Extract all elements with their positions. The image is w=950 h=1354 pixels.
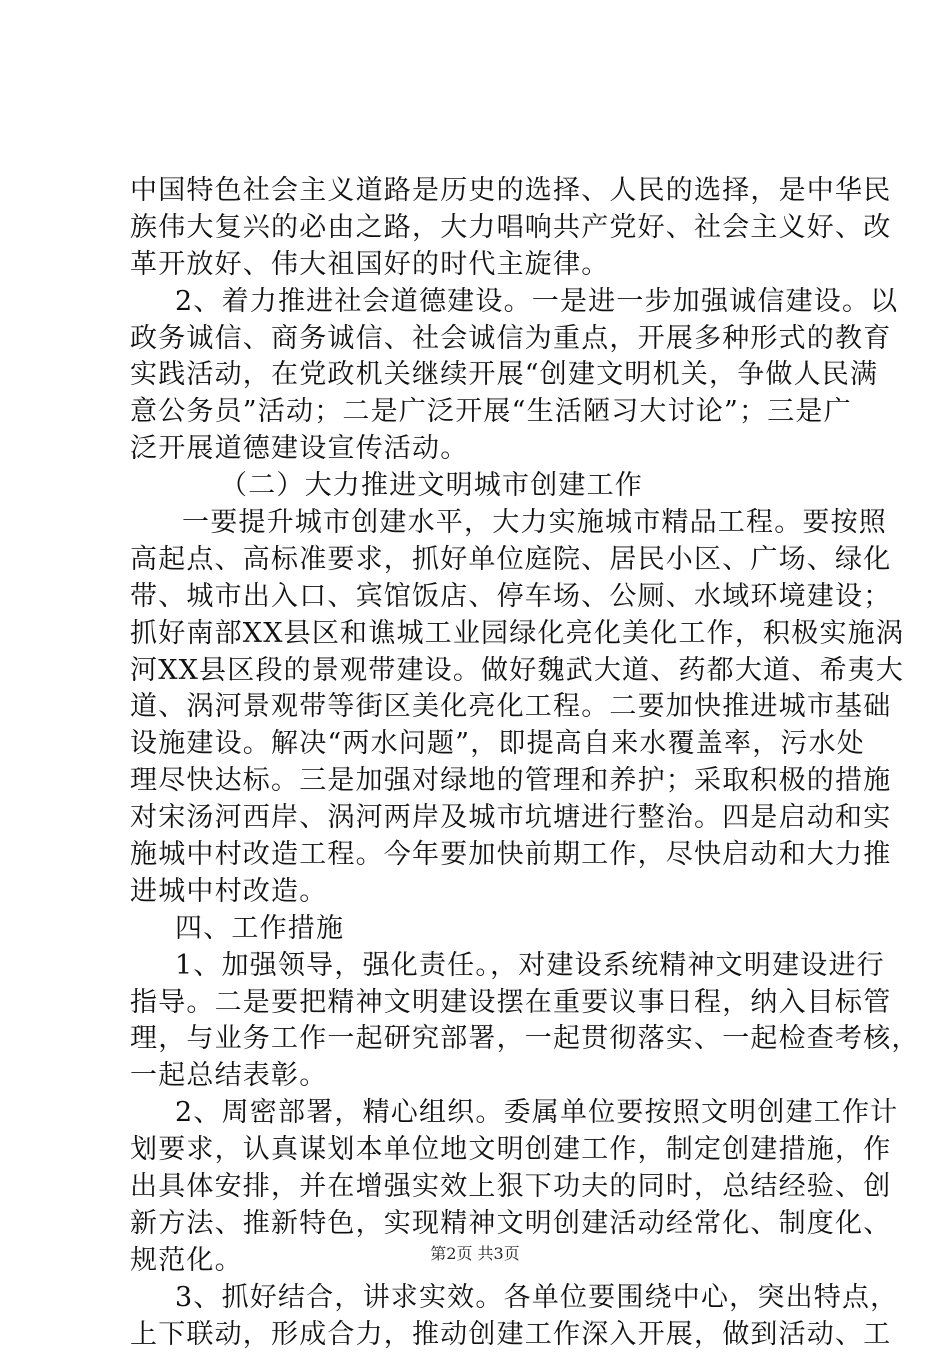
body-line: 中国特色社会主义道路是历史的选择、人民的选择，是中华民 <box>130 175 892 206</box>
body-line: 带、城市出入口、宾馆饭店、停车场、公厕、水域环境建设； <box>130 580 892 612</box>
body-line: 意公务员”活动；二是广泛开展“生活陋习大讨论”；三是广 <box>130 396 852 428</box>
body-line: 政务诚信、商务诚信、社会诚信为重点，开展多种形式的教育 <box>130 322 892 354</box>
body-line: 族伟大复兴的必由之路，大力唱响共产党好、社会主义好、改 <box>130 211 892 243</box>
body-line: 高起点、高标准要求，抓好单位庭院、居民小区、广场、绿化 <box>130 543 892 575</box>
body-line: 泛开展道德建设宣传活动。 <box>130 433 469 465</box>
body-line: 对宋汤河西岸、涡河两岸及城市坑塘进行整治。四是启动和实 <box>130 802 892 834</box>
body-line: 理，与业务工作一起研究部署，一起贯彻落实、一起检查考核， <box>130 1023 920 1055</box>
body-line: 理尽快达标。三是加强对绿地的管理和养护；采取积极的措施 <box>130 765 892 797</box>
body-line: 实践活动，在党政机关继续开展“创建文明机关，争做人民满 <box>130 359 879 391</box>
body-line: 设施建设。解决“两水问题”，即提高自来水覆盖率，污水处 <box>130 728 866 760</box>
document-body <box>130 173 920 1354</box>
body-line: 指导。二是要把精神文明建设摆在重要议事日程，纳入目标管 <box>130 986 892 1018</box>
paragraph-start-line: 3、抓好结合，讲求实效。各单位要围绕中心，突出特点， <box>175 1281 899 1313</box>
paragraph-start-line: 1、加强领导，强化责任。，对建设系统精神文明建设进行 <box>175 949 885 981</box>
page-number-footer: 第2页 共3页 <box>430 1244 520 1263</box>
paragraph-start-line: 一要提升城市创建水平，大力实施城市精品工程。要按照 <box>182 507 887 539</box>
body-line: 划要求，认真谋划本单位地文明创建工作，制定创建措施，作 <box>130 1134 892 1166</box>
body-line: 施城中村改造工程。今年要加快前期工作，尽快启动和大力推 <box>130 839 892 871</box>
paragraph-start-line: 2、着力推进社会道德建设。一是进一步加强诚信建设。以 <box>175 285 899 317</box>
body-line: 出具体安排，并在增强实效上狠下功夫的同时，总结经验、创 <box>130 1171 892 1203</box>
body-line: 上下联动，形成合力，推动创建工作深入开展，做到活动、工 <box>130 1318 892 1350</box>
section-heading: （二）大力推进文明城市创建工作 <box>220 470 643 502</box>
body-line: 一起总结表彰。 <box>130 1060 328 1092</box>
body-line: 进城中村改造。 <box>130 875 328 907</box>
paragraph-start-line: 2、周密部署，精心组织。委属单位要按照文明创建工作计 <box>175 1097 899 1129</box>
body-line: 规范化。 <box>130 1244 243 1276</box>
section-heading: 四、工作措施 <box>175 912 345 944</box>
body-line: 河XX县区段的景观带建设。做好魏武大道、药都大道、希夷大 <box>130 654 905 686</box>
body-line: 革开放好、伟大祖国好的时代主旋律。 <box>130 248 610 280</box>
body-line: 道、涡河景观带等街区美化亮化工程。二要加快推进城市基础 <box>130 691 892 723</box>
body-line: 抓好南部XX县区和谯城工业园绿化亮化美化工作，积极实施涡 <box>130 617 905 649</box>
body-line: 新方法、推新特色，实现精神文明创建活动经常化、制度化、 <box>130 1207 892 1239</box>
